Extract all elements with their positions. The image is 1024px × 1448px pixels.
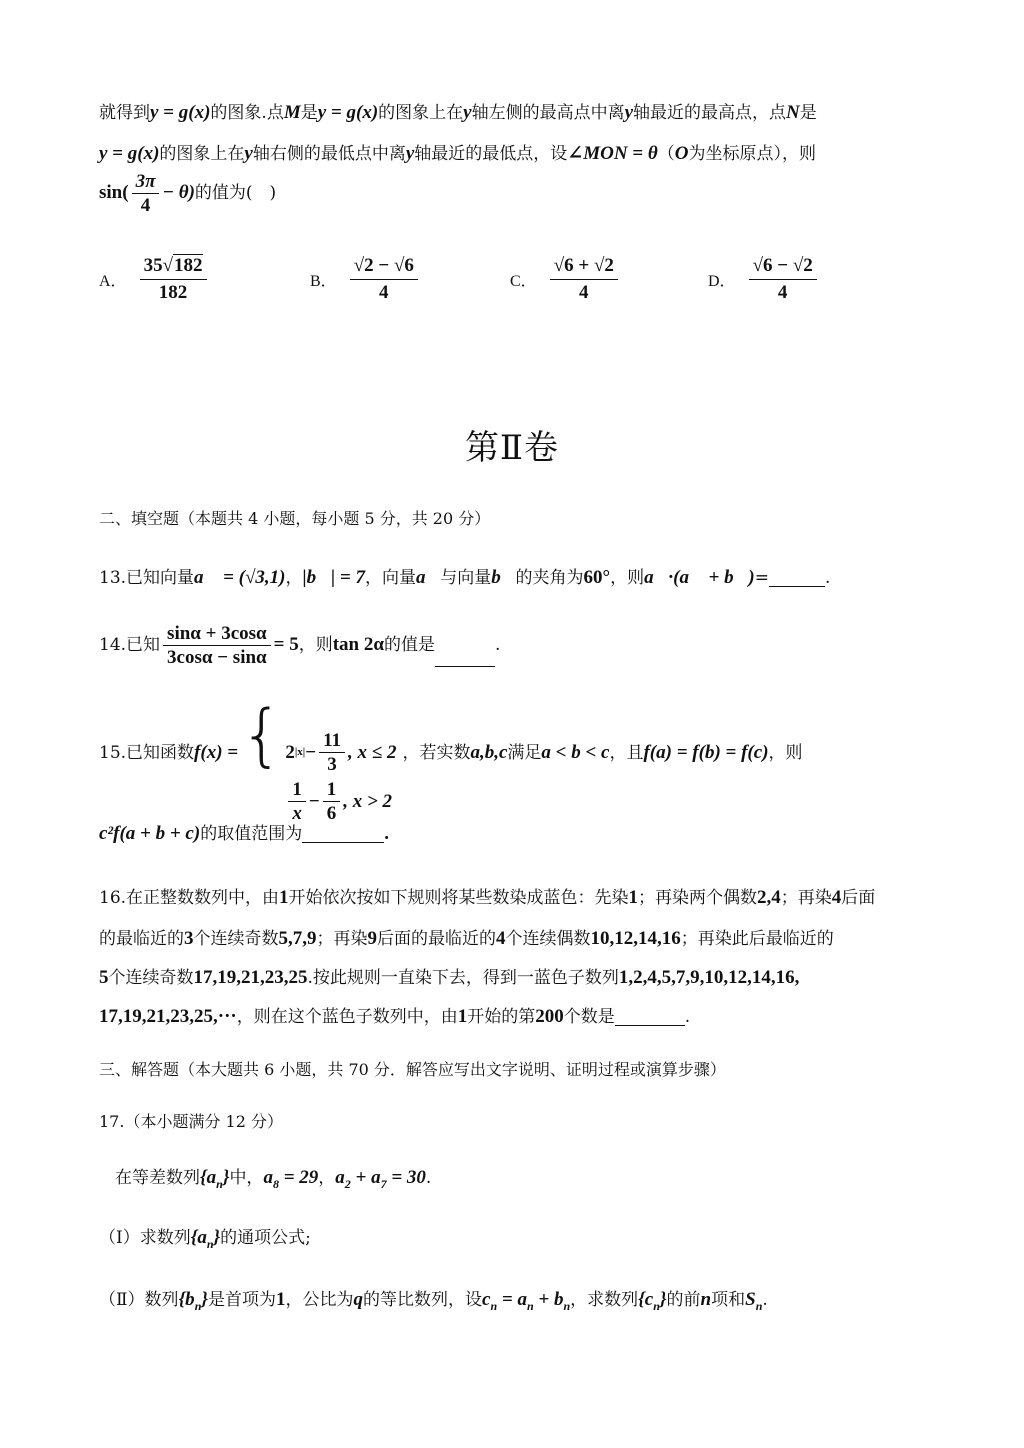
subscript: n <box>653 1298 660 1313</box>
numerator: sinα + 3cosα <box>163 624 271 646</box>
question-15-line-2 <box>99 824 389 843</box>
subscript: 8 <box>272 1176 279 1191</box>
text: ，则 <box>298 635 333 655</box>
math: 10,12,14,16 <box>590 928 681 949</box>
question-16-line-3 <box>99 968 799 987</box>
denominator: 182 <box>158 282 188 303</box>
radicand: 182 <box>174 255 203 276</box>
math <box>178 1289 208 1313</box>
math: 1 <box>279 887 289 908</box>
text: ，则 <box>768 743 803 763</box>
math-part: S <box>745 1289 756 1310</box>
question-13 <box>99 568 830 587</box>
denominator: 3 <box>327 754 337 775</box>
math-part: {a <box>200 1167 217 1188</box>
fraction <box>350 255 418 304</box>
math <box>190 1227 221 1251</box>
math: 4 <box>831 887 842 908</box>
numerator: √2 − √6 <box>350 255 418 280</box>
math: f(x) = <box>194 742 239 763</box>
operator: − <box>305 742 317 763</box>
text: 为坐标原点），则 <box>688 144 816 164</box>
math: c²f(a + b + c) <box>99 823 201 844</box>
math: y <box>624 102 634 123</box>
numerator: 3π <box>132 172 160 194</box>
option-label: C． <box>510 273 537 290</box>
operator: − <box>308 791 320 812</box>
math: f(a) = f(b) = f(c) <box>643 742 769 763</box>
question-16-line-2 <box>99 929 834 948</box>
option-b <box>310 255 421 304</box>
text: ，且 <box>609 743 644 763</box>
math: n <box>700 1289 712 1310</box>
text: 的通项公式; <box>220 1228 311 1248</box>
math: − θ) <box>162 182 195 203</box>
q12-line-1 <box>99 103 817 122</box>
math: a⃗ <box>415 567 441 588</box>
denominator: 4 <box>579 282 589 303</box>
math-part: } <box>222 1167 230 1188</box>
math-part: c <box>482 1289 491 1310</box>
text: 的图象上在 <box>378 103 464 123</box>
math <box>482 1289 571 1313</box>
denominator: x <box>292 803 302 824</box>
subscript: n <box>194 1298 202 1313</box>
math <box>745 1289 763 1313</box>
text: 与向量 <box>440 568 492 588</box>
subscript: n <box>490 1298 498 1313</box>
base: 2 <box>285 742 295 763</box>
math: y = g(x) <box>317 102 379 123</box>
option-label: B． <box>310 273 337 290</box>
text: 满足 <box>507 743 542 763</box>
subscript: n <box>526 1298 534 1313</box>
text: 项和 <box>711 1290 746 1310</box>
text: . <box>384 823 389 844</box>
text: 个连续偶数 <box>505 929 591 949</box>
question-17-stem <box>115 1168 431 1190</box>
math-part: = 30 <box>386 1167 426 1188</box>
numerator: 1 <box>288 780 306 802</box>
math: tan 2α <box>332 634 384 655</box>
text: . <box>762 1290 768 1310</box>
text: 轴右侧的最低点中离 <box>252 144 406 164</box>
math: M <box>283 102 301 123</box>
text: ；再染此后最临近的 <box>680 929 834 949</box>
text: ；再染 <box>316 929 368 949</box>
text: 后面 <box>841 888 876 908</box>
math-part: a <box>263 1167 273 1188</box>
math: y = g(x) <box>99 143 160 164</box>
left-brace: { <box>240 696 284 775</box>
math: a < b < c <box>541 742 610 763</box>
math: 17,19,21,23,25,··· <box>99 1006 237 1027</box>
subscript: n <box>755 1298 763 1313</box>
text: ；再染两个偶数 <box>638 888 758 908</box>
math: a⃗ = (√3,1) <box>194 567 286 588</box>
text: 13.已知向量 <box>99 568 195 588</box>
q12-line-3 <box>99 172 276 215</box>
text: = <box>754 568 769 588</box>
question-14 <box>99 624 500 667</box>
denominator: 4 <box>140 195 151 216</box>
fraction <box>319 731 345 774</box>
fraction <box>550 255 618 304</box>
denominator: 4 <box>379 282 389 303</box>
case-2 <box>285 780 396 823</box>
text: 开始的第 <box>467 1007 536 1027</box>
math: a,b,c <box>470 742 508 763</box>
text: 是首项为 <box>208 1290 276 1310</box>
text: 16.在正整数数列中，由 <box>99 888 280 908</box>
text: 后面的最临近的 <box>377 929 496 949</box>
option-d <box>708 255 820 304</box>
math-part: = 29 <box>278 1167 319 1188</box>
option-label: A． <box>99 273 127 290</box>
text: 轴左侧的最高点中离 <box>471 103 625 123</box>
math-part: = a <box>497 1289 527 1310</box>
question-15 <box>99 696 803 824</box>
text: ， <box>318 1168 336 1188</box>
answer-blank[interactable] <box>302 842 384 843</box>
text: 轴最近的最高点，点 <box>633 103 787 123</box>
text: 的夹角为 <box>515 568 584 588</box>
text: 在等差数列 <box>115 1168 200 1188</box>
math: y = g(x) <box>150 102 211 123</box>
math-part: a <box>335 1167 345 1188</box>
fraction <box>323 780 341 823</box>
numerator: 1 <box>323 780 341 802</box>
subscript: n <box>216 1176 223 1191</box>
math: a⃗·(a⃗ + b⃗) <box>644 567 755 588</box>
text: 个连续奇数 <box>193 929 279 949</box>
math: 200 <box>535 1006 564 1027</box>
math: ∠MON = θ <box>567 143 658 164</box>
text: 的最临近的 <box>99 929 184 949</box>
text: 个数是 <box>563 1007 615 1027</box>
math: 5,7,9 <box>278 928 317 949</box>
numerator: 11 <box>319 731 345 753</box>
math: 2,4 <box>757 887 781 908</box>
math: = 5 <box>273 634 299 655</box>
math: 3 <box>184 928 194 949</box>
numerator: √6 + √2 <box>550 255 618 280</box>
text: ，则 <box>610 568 645 588</box>
math-part: {b <box>178 1289 195 1310</box>
text: ，则在这个蓝色子数列中，由 <box>236 1007 458 1027</box>
math <box>200 1167 230 1191</box>
text: 个连续奇数 <box>108 968 194 988</box>
math <box>638 1289 667 1313</box>
math: 9 <box>367 928 377 949</box>
exponent: |x| <box>294 746 306 758</box>
math-part: + b <box>533 1289 564 1310</box>
math-part: {a <box>190 1227 207 1248</box>
math: sin( <box>99 182 129 203</box>
math: N <box>786 102 800 123</box>
condition: , x > 2 <box>343 791 393 812</box>
text: 的图象.点 <box>210 103 284 123</box>
numerator: √6 − √2 <box>749 255 817 280</box>
math-part: } <box>201 1289 208 1310</box>
text: 15.已知函数 <box>99 743 195 763</box>
text: . <box>824 568 831 588</box>
text: ， <box>285 568 303 588</box>
fraction <box>749 255 817 304</box>
math: q <box>353 1289 363 1310</box>
denominator: 3cosα − sinα <box>167 647 267 668</box>
condition: , x ≤ 2 <box>348 742 397 763</box>
fraction <box>163 624 271 667</box>
text: ；再染 <box>780 888 832 908</box>
q12-line-2 <box>99 144 816 163</box>
math-part: } <box>659 1289 667 1310</box>
subscript: 7 <box>380 1176 387 1191</box>
denominator: 6 <box>326 803 337 824</box>
text: . <box>494 635 501 655</box>
question-17-part-1 <box>99 1228 311 1250</box>
text: 的图象上在 <box>159 144 245 164</box>
text: 的值是 <box>383 635 435 655</box>
text: 的前 <box>666 1290 701 1310</box>
text: ，求数列 <box>570 1290 639 1310</box>
subscript: 2 <box>344 1176 351 1191</box>
text: ，若实数 <box>402 743 471 763</box>
piecewise-cases <box>285 731 396 823</box>
math: 1 <box>276 1289 286 1310</box>
math <box>263 1167 319 1191</box>
case-1 <box>285 731 396 774</box>
part-title: 第Ⅱ卷 <box>464 428 560 468</box>
text: 的取值范围为 <box>200 824 303 844</box>
option-c <box>510 255 621 304</box>
text: （Ⅱ）数列 <box>99 1290 179 1310</box>
option-label: D． <box>708 273 736 290</box>
answer-blank[interactable] <box>769 586 825 587</box>
math: y <box>463 102 472 123</box>
numerator: 35√182 <box>140 255 207 280</box>
coefficient: 35 <box>143 255 163 276</box>
text: 的值为( ) <box>194 183 277 203</box>
section-heading-solutions: 三、解答题（本大题共 6 小题，共 70 分．解答应写出文字说明、证明过程或演算步骤） <box>99 1060 726 1079</box>
text: 就得到 <box>99 103 150 123</box>
text: . <box>684 1007 691 1027</box>
section-heading-fill-in: 二、填空题（本题共 4 小题，每小题 5 分，共 20 分） <box>99 509 491 528</box>
math: 60° <box>583 567 611 588</box>
answer-blank[interactable] <box>615 1025 685 1026</box>
subscript: n <box>563 1298 571 1313</box>
text: （ <box>657 144 675 164</box>
fraction <box>288 780 306 823</box>
math: |b⃗| = 7 <box>302 567 365 588</box>
question-17-part-2 <box>99 1290 768 1312</box>
fraction <box>132 172 160 215</box>
math: 5 <box>99 967 109 988</box>
math: 1 <box>628 887 639 908</box>
question-16-line-1 <box>99 888 875 907</box>
subscript: n <box>206 1236 214 1251</box>
text: 轴最近的最低点，设 <box>414 144 568 164</box>
fraction <box>140 255 207 304</box>
text: 是 <box>300 103 318 123</box>
math-part: {c <box>638 1289 654 1310</box>
math: O <box>674 143 689 164</box>
math: y <box>405 143 415 164</box>
text: 开始依次按如下规则将某些数染成蓝色：先染 <box>288 888 629 908</box>
text: 14.已知 <box>99 635 161 655</box>
text: . <box>425 1168 432 1188</box>
math-part: } <box>213 1227 221 1248</box>
math: 1,2,4,5,7,9,10,12,14,16, <box>618 967 800 988</box>
text: 是 <box>799 103 817 123</box>
question-16-line-4 <box>99 1007 690 1026</box>
text: ，向量 <box>364 568 416 588</box>
math: 17,19,21,23,25 <box>193 967 308 988</box>
denominator: 4 <box>777 282 788 303</box>
math <box>335 1167 426 1191</box>
text: （Ⅰ）求数列 <box>99 1228 191 1248</box>
question-17-heading: 17.（本小题满分 12 分） <box>99 1112 283 1131</box>
answer-blank[interactable] <box>435 666 495 667</box>
math: b⃗ <box>491 567 516 588</box>
math: 4 <box>496 928 506 949</box>
text: 的等比数列，设 <box>363 1290 482 1310</box>
math-part: + a <box>350 1167 381 1188</box>
text: 中， <box>229 1168 264 1188</box>
text: .按此规则一直染下去，得到一蓝色子数列 <box>307 968 619 988</box>
text: ，公比为 <box>285 1290 354 1310</box>
option-a <box>99 255 210 304</box>
math: y <box>244 143 253 164</box>
math: 1 <box>457 1006 468 1027</box>
